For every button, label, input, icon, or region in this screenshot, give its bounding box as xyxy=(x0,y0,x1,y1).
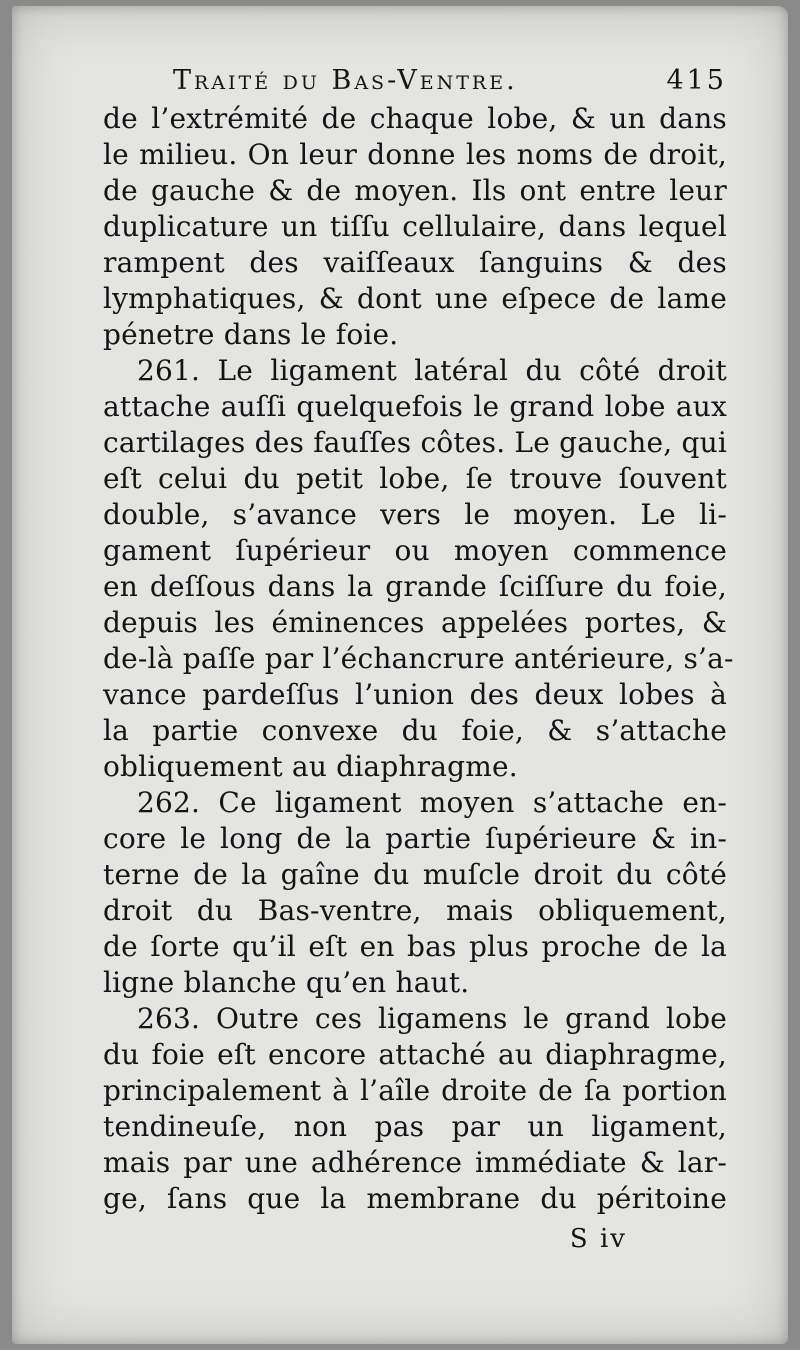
signature-mark: S iv xyxy=(569,1224,627,1254)
text-line: mais par une adhérence immédiate & lar- xyxy=(103,1146,727,1179)
text-line: du foie eſt encore attaché au diaphragme, xyxy=(103,1038,727,1071)
running-title: Traité du Bas-Ventre. xyxy=(173,65,518,96)
text-line: core le long de la partie ſupérieure & in- xyxy=(103,822,727,855)
text-line: attache auſſi quelquefois le grand lobe aux xyxy=(103,390,727,423)
text-line: pénetre dans le foie. xyxy=(103,318,399,351)
text-line: double, s’avance vers le moyen. Le li- xyxy=(103,498,727,531)
text-line: droit du Bas-ventre, mais obliquement, xyxy=(103,894,727,927)
book-page xyxy=(12,6,788,1344)
text-line: de gauche & de moyen. Ils ont entre leur xyxy=(103,174,727,207)
text-line: principalement à l’aîle droite de ſa portion xyxy=(103,1074,727,1107)
text-line: rampent des vaiſſeaux ſanguins & des xyxy=(103,246,727,279)
text-line: depuis les éminences appelées portes, & xyxy=(103,606,727,639)
running-head xyxy=(103,61,727,101)
text-block xyxy=(103,61,734,1257)
text-line: vance pardeſſus l’union des deux lobes à xyxy=(103,678,727,711)
text-line: terne de la gaîne du muſcle droit du côté xyxy=(103,858,727,891)
text-line: le milieu. On leur donne les noms de droit, xyxy=(103,138,727,171)
text-line: de l’extrémité de chaque lobe, & un dans xyxy=(103,102,727,135)
text-line: duplicature un tiſſu cellulaire, dans lequel xyxy=(103,210,727,243)
text-line: obliquement au diaphragme. xyxy=(103,750,518,783)
text-line: lymphatiques, & dont une eſpece de lame xyxy=(103,282,727,315)
text-line: ge, ſans que la membrane du péritoine xyxy=(103,1182,727,1215)
text-line: ligne blanche qu’en haut. xyxy=(103,966,470,999)
text-line: en deſſous dans la grande ſciſſure du foie, xyxy=(103,570,727,603)
text-line: cartilages des fauſſes côtes. Le gauche, qui xyxy=(103,426,727,459)
page-number: 415 xyxy=(666,65,727,96)
text-line: de-là paſſe par l’échancrure antérieure, s’a- xyxy=(103,642,734,675)
text-line: gament ſupérieur ou moyen commence xyxy=(103,534,727,567)
text-line: la partie convexe du foie, & s’attache xyxy=(103,714,727,747)
paragraph-262-start: 262. Ce ligament moyen s’attache en- xyxy=(137,786,727,819)
text-line: tendineuſe, non pas par un ligament, xyxy=(103,1110,727,1143)
text-line: de ſorte qu’il eſt en bas plus proche de la xyxy=(103,930,727,963)
text-line: eſt celui du petit lobe, ſe trouve ſouvent xyxy=(103,462,727,495)
paragraph-263-start: 263. Outre ces ligamens le grand lobe xyxy=(137,1002,727,1035)
paragraph-261-start: 261. Le ligament latéral du côté droit xyxy=(137,354,727,387)
